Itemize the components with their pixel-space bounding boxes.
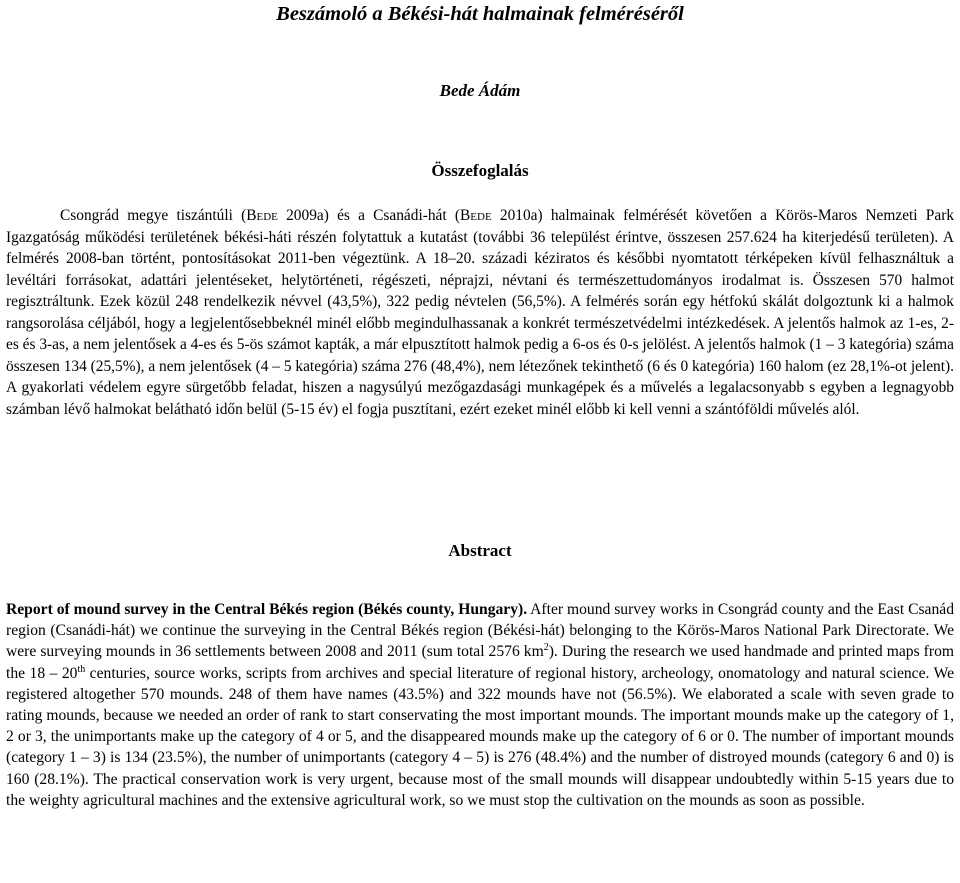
abstract-text-3: centuries, source works, scripts from archives and special literature of regional history, archeology, onomatology and natural science. We registered altogether 570 mounds. 248 of them have names (43.5%) and 322 mounds have not (56.5%). We elaborated a scale with seven grade to rating mounds, because we needed an order of rank to start conservating the most important mounds. The important mounds make up the category of 1, 2 or 3, the unimportants make up the category of 4 or 5, and the disappeared mounds make up the category of 6 or 0. The number of important mounds (category 1 – 3) is 134 (23.5%), the number of unimportants (category 4 – 5) is 276 (48.4%) and the number of distroyed mounds (category 6 and 0) is 160 (28.1%). The practical conservation work is very urgent, because most of the small mounds will disappear undoubtedly within 5-15 years due to the weighty agricultural machines and the extensive agricultural work, so we must stop the cultivation on the mounds as soon as possible. [6, 664, 954, 809]
abstract-text-2: ). During the research we used handmade and printed maps from the 18 – 20 [6, 643, 954, 682]
summary-paragraph [6, 205, 954, 420]
author-name: Bede Ádám [439, 81, 521, 100]
summary-text-2: 2009a) és a Csanádi-hát ( [277, 207, 461, 224]
superscript-th: th [77, 663, 86, 675]
abstract-heading: Abstract [448, 541, 512, 560]
summary-text-1: Csongrád megye tiszántúli ( [60, 207, 247, 224]
citation-author-2: Bede [460, 207, 492, 224]
document-title: Beszámoló a Békési-hát halmainak felméréséről [276, 3, 684, 25]
superscript-squared: 2 [543, 642, 549, 654]
abstract-title: Report of mound survey in the Central Békés region (Békés county, Hungary). [6, 601, 528, 618]
summary-heading: Összefoglalás [431, 161, 529, 180]
abstract-text-1: After mound survey works in Csongrád county and the East Csanád region (Csanádi-hát) we continue the surveying in the Central Békés region (Békési-hát) belonging to the Körös-Maros National Park Directorate. We were surveying mounds in 36 settlements between 2008 and 2011 (sum total 2576 km [6, 601, 954, 661]
summary-text-3: 2010a) halmainak felmérését követően a Körös-Maros Nemzeti Park Igazgatóság működési területének békési-háti részén folytattuk a kutatást (további 36 települést érintve, összesen 257.624 ha kiterjedésű területen). A felmérés 2008-ban történt, pontosításokat 2011-ben végeztünk. A 18–20. századi kéziratos és későbbi nyomtatott térképeken kívül felhasználtuk a levéltári forrásokat, adattári jelentéseket, helytörténeti, régészeti, néprajzi, névtani és természettudományos irodalmat is. Összesen 570 halmot regisztráltunk. Ezek közül 248 rendelkezik névvel (43,5%), 322 pedig névtelen (56,5%). A felmérés során egy hétfokú skálát dolgoztunk ki a halmok rangsorolása céljából, hogy a legjelentősebbeknél minél előbb megindulhassanak a konkrét természetvédelmi intézkedések. A jelentős halmok az 1-es, 2-es és 3-as, a nem jelentősek a 4-es és 5-ös számot kapták, a már elpusztított halmok pedig a 6-os és 0-s jelölést. A jelentős halmok (1 – 3 kategória) száma összesen 134 (25,5%), a nem jelentősek (4 – 5 kategória) száma 276 (48,4%), nem létezőnek tekinthető (6 és 0 kategória) 160 halom (ez 28,1%-ot jelent). A gyakorlati védelem egyre sürgetőbb feladat, hiszen a nagysúlyú mezőgazdasági munkagépek és a művelés a legalacsonyabb s egyben a legnagyobb számban lévő halmokat belátható időn belül (5-15 év) el fogja pusztítani, ezért ezeket minél előbb ki kell venni a szántóföldi művelés alól. [6, 207, 955, 418]
abstract-paragraph [6, 599, 954, 811]
citation-author-1: Bede [246, 207, 278, 224]
